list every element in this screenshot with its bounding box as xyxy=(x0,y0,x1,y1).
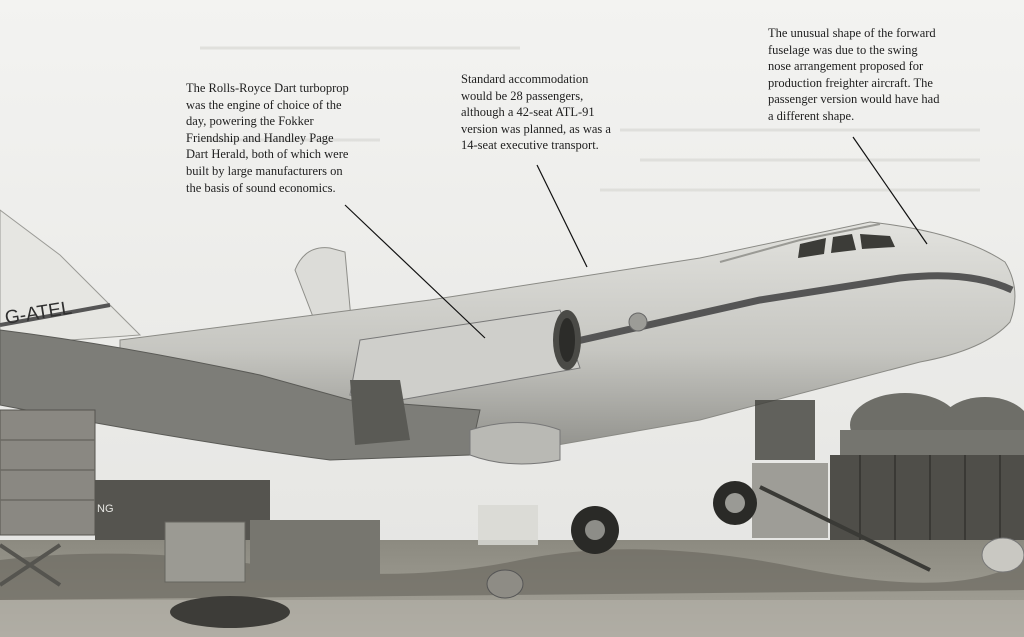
inner-engine xyxy=(470,423,560,465)
caption-fuselage: The unusual shape of the forward fuselage was due to the swing nose arrangement proposed for production freighter aircraft. The passenger version would have had a different shape. xyxy=(768,26,940,123)
crate-marking: NG xyxy=(97,503,114,515)
trees xyxy=(840,393,1024,460)
porthole xyxy=(629,313,647,331)
caption-accommodation: Standard accommodation would be 28 passengers, although a 42-seat ATL-91 version was planned, as was a 14-seat executive transport. xyxy=(461,72,611,153)
registration-marking: G-ATEL xyxy=(3,297,74,329)
fence xyxy=(752,455,1024,545)
runway-strip xyxy=(0,600,1024,637)
caption-engine: The Rolls-Royce Dart turboprop was the engine of choice of the day, powering the Fokker Friendship and Handley Page Dart Herald, both of which were built by large manufacturers on the basis of sound economics. xyxy=(186,81,349,195)
